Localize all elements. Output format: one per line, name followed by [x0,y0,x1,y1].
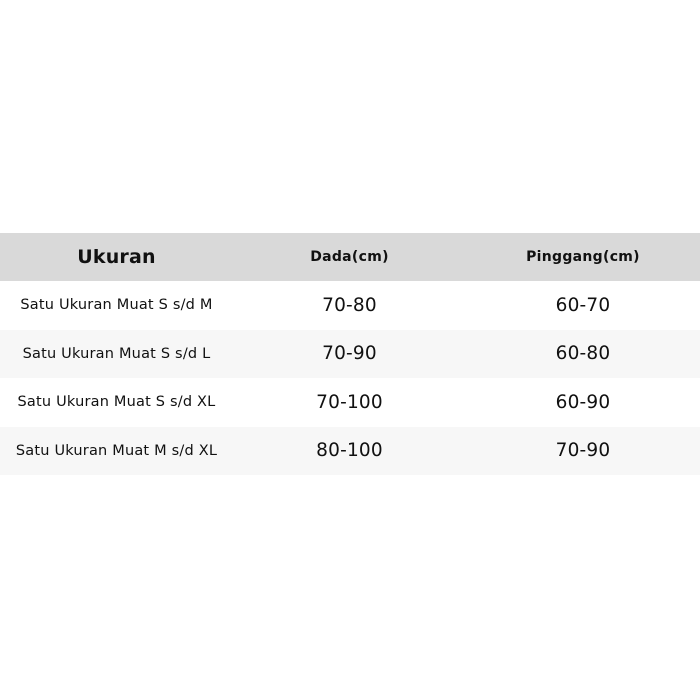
size-cell: Satu Ukuran Muat S s/d M [20,297,213,314]
chest-cell: 70-90 [322,343,377,365]
chest-cell: 70-100 [316,391,383,413]
header-chest: Dada(cm) [310,249,389,265]
chest-cell: 80-100 [316,440,383,462]
table-row [0,330,700,379]
waist-cell: 60-90 [555,391,611,413]
waist-cell: 70-90 [555,440,611,462]
table-header-row [0,233,700,281]
header-size: Ukuran [77,246,156,268]
table-row [0,378,700,427]
table-row [0,281,700,330]
chest-cell: 70-80 [322,294,377,316]
waist-cell: 60-70 [555,294,611,316]
waist-cell: 60-80 [555,343,611,365]
size-cell: Satu Ukuran Muat S s/d L [22,345,211,362]
size-chart-table [0,233,700,475]
size-cell: Satu Ukuran Muat S s/d XL [17,394,216,411]
header-waist: Pinggang(cm) [526,249,640,265]
size-cell: Satu Ukuran Muat M s/d XL [15,442,218,459]
table-row [0,427,700,476]
